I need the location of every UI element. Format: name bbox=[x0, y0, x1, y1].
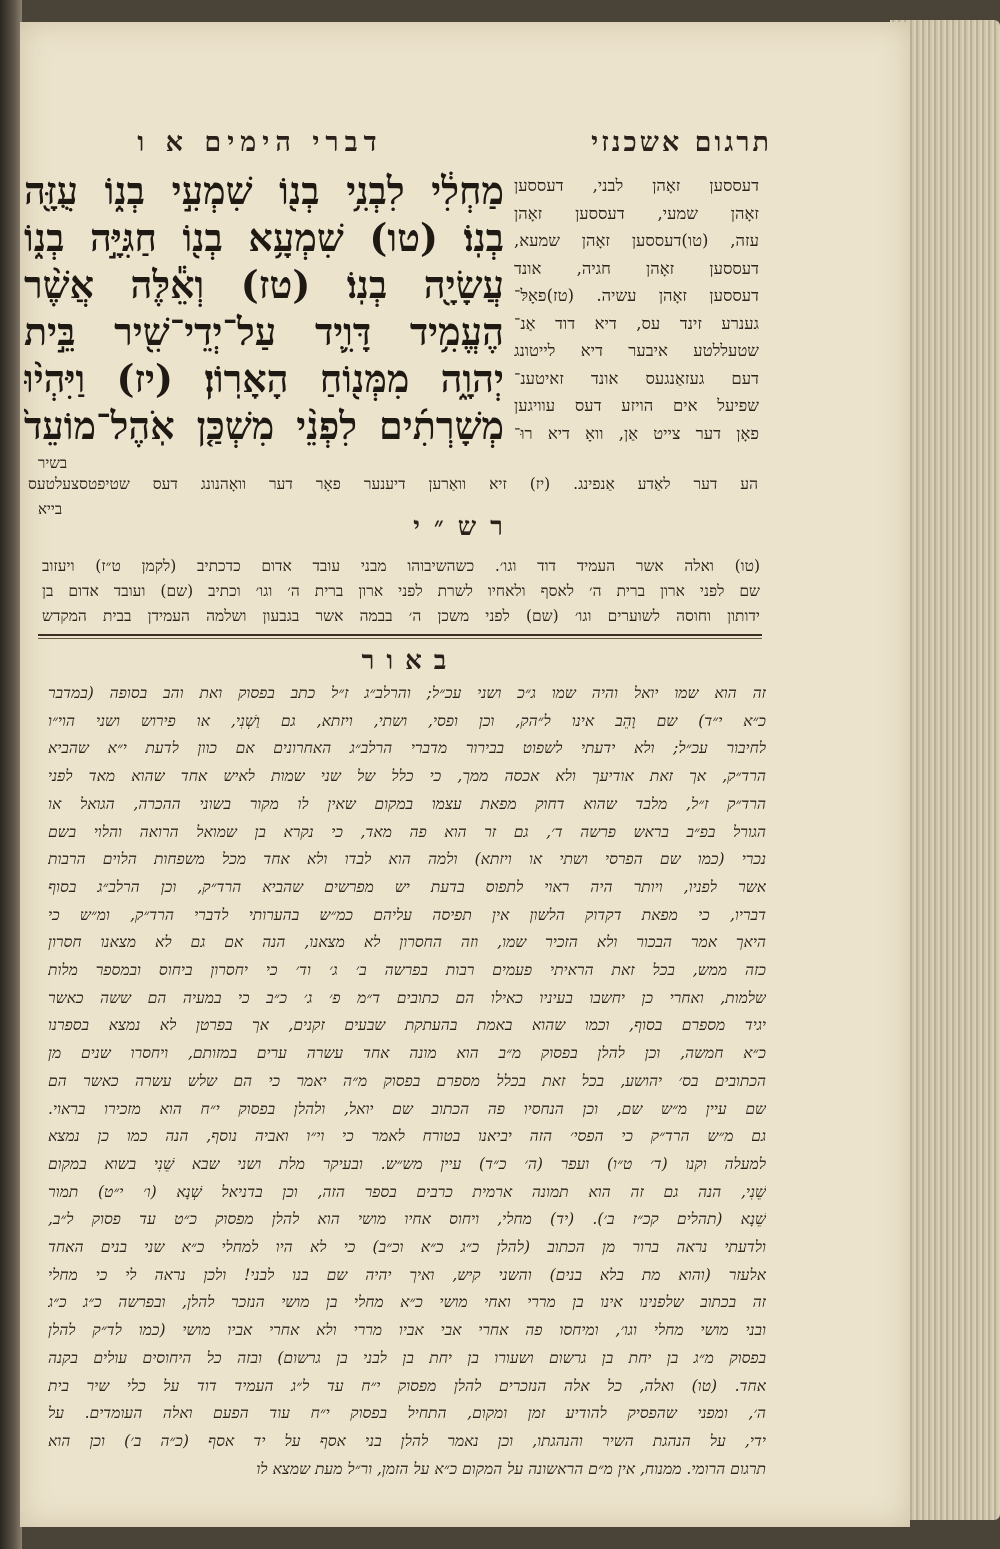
biur-line: היאך אמר הבכור ולא הזכיר שמו, וזה החסרון לא מצאנו, הנה אם גם לא מצאנו חסרון bbox=[48, 933, 766, 952]
translation-title: תרגום אשכנזי bbox=[591, 127, 772, 158]
biur-line: לחיבור עכ״ל; ולא ידעתי לשפוט בבירור מדברי הרלב״ג האחרונים אם כוון לדעת י״א שהביא bbox=[48, 739, 766, 758]
translation-line: פאָן דער צייט אַן, וואָ דיא רוּ־ bbox=[514, 423, 759, 443]
biur-line: הגורל בפ״ב בראש פרשה ד׳, גם זר הוא פה מאד, כי נקרא בן שמואל הרואה והלוי בשם bbox=[48, 822, 766, 841]
book-page bbox=[20, 22, 910, 1527]
biur-line: אחד. (טו) ואלה, כל אלה הנזכרים להלן מפסוק י״ח עד ל״ג העמיד דוד על כלי שיר בית bbox=[48, 1376, 766, 1395]
biur-line: ובני מושי מחלי וגו׳, ומיחסו פה אחרי אבי אביו מררי ולא אחרי אביו מושי (כמו לד״ק להלן bbox=[48, 1321, 766, 1340]
biur-line: גם מ״ש הרד״ק כי הפסי׳ הזה יביאנו בטורח לאמר כי וי״ו ואביה נוסף, הנה כמו כן נמצא bbox=[48, 1127, 766, 1146]
translation-line: דעם געזאַנגעס אונד זאיטענ־ bbox=[514, 368, 759, 388]
biur-line: תרגום הרומי. ממנוח, אין מ״ם הראשונה על המקום כ״א על הזמן, ור״ל מעת שמצא לו bbox=[256, 1459, 766, 1478]
biur-line: זה הוא שמו יואל והיה שמו ג״כ ושני עכ״ל; והרלב״ג ז״ל כתב בפסוק ואת והב בסופה (במדבר bbox=[48, 684, 766, 702]
biur-line: שלמות, ואחרי כן יחשבו בעיניו כאילו הם כתובים ד״מ פ׳ ג׳ כ״ב כי במעיה הם ששה כאשר bbox=[48, 988, 766, 1007]
book-spine bbox=[0, 0, 22, 1549]
rashi-line: (טו) ואלה אשר העמיד דוד וגו׳. כשהשיבוהו מבני עובד אדום כדכתיב (לקמן ט״ז) ויעזוב bbox=[42, 557, 760, 575]
biur-line: כ״א חמשה, וכן להלן בפסוק מ״ב הוא מונה אחד עשרה ערים במזותם, ויחסרו שנים מן bbox=[48, 1044, 766, 1063]
biur-title: באור bbox=[361, 646, 459, 676]
translation-column bbox=[514, 172, 759, 447]
biur-line: דבריו, כי מפאת דקדוק הלשון אין תפיסה עליהם כמ״ש בהערותי לדברי הרד״ק, ומ״ש כי bbox=[48, 905, 766, 924]
verse-line: בְנֽוֹ׃ (טו) שִׁמְעָ֥א בְנ֖וֹ חַגִּיָּ֣ה בְנ֑וֹ bbox=[24, 215, 504, 260]
biur-line: אלעזר (והוא מת בלא בנים) והשני קיש, ואיך יהיה שם בנו לבני! ולכן נראה לי כי מחלי bbox=[48, 1265, 766, 1284]
biur-line: אשר לפניו, ויותר היה ראוי לתפוס בדעת יש מפרשים שהביא הרד״ק, וכן הרלב״ג בסוף bbox=[48, 877, 766, 896]
translation-line: דעססען זאָהן חגיה, אונד bbox=[514, 258, 759, 278]
side-note: בשיר bbox=[38, 454, 68, 472]
biur-line: ה׳, ומפני שהפסיק להודיע זמן ומקום, התחיל בפסוק י״ח עוד הפעם ואלה העומדים. על bbox=[48, 1404, 766, 1423]
rashi-commentary bbox=[42, 554, 760, 629]
translation-line: הע דער לאַדע אַנפינג. (יז) זיא וואַרען דיענער פאָר דער וואָהנונג דעס שטיפטסצעלטעס bbox=[28, 475, 758, 493]
rashi-line: שם לפני ארון ברית ה׳ לאסף ולאחיו לשרת לפני ארון ברית ה׳ וגו׳ וכתיב (שם) ועובד אדום בן bbox=[42, 582, 760, 600]
book-title: דברי הימים א ו bbox=[137, 127, 383, 158]
biur-line: כזה ממש, בכל זאת הראיתי פעמים רבות בפרשה ב׳ ג׳ וד׳ כי יחסרון ביחוס ובמספר מלות bbox=[48, 961, 766, 980]
rashi-line: ידותון וחוסה לשוערים וגו׳ (שם) לפני משכן ה׳ בבמה אשר בגבעון ושלמה העמידן בבית המקדש bbox=[42, 607, 760, 625]
translation-continuation bbox=[28, 472, 758, 496]
biur-line: שם עיין מ״ש שם, וכן הנחסיו פה הכתוב שם יואל, ולהלן בפסוק י״ח הוא מזכירו בראוי. bbox=[48, 1099, 766, 1118]
biur-line: יגיד מספרם בסוף, וכמו שהוא באמת בהעתקת שבעים זקנים, אך בפרטן לא נמצא בספרנו bbox=[48, 1016, 766, 1035]
verse-line: מְשָׁרְתִ֜ים לִפְנֵ֨י מִשְׁכַּ֤ן אֹֽהֶל־מוֹעֵד֙ bbox=[24, 403, 504, 448]
verse-line: מַחְלִ֔י לִבְנִ֥י בְנ֖וֹ שִׁמְעִ֣י בְנ֑וֹ עֻזָּ֖ה bbox=[24, 168, 504, 213]
biur-line: שֵׁנִי, הנה גם זה הוא תמונה ארמית כרבים בספר הזה, וכן בדניאל שְׁנָא (ו׳ י״ט) תמור bbox=[48, 1182, 766, 1201]
section-divider bbox=[38, 638, 762, 639]
biur-line: הכתובים בס׳ יהושע, בכל זאת בכלל מספרם בפסוק מ״ה יאמר כי הם שלש עשרה כאשר הם bbox=[48, 1071, 766, 1090]
biur-line: הרד״ק, אך זאת אודיעך ולא אכסה ממך, כי כלל של שני שמות לאיש אחד שהוא מאד לפני bbox=[48, 767, 766, 786]
translation-line: שטעללטע איבער דיא לייטונג bbox=[514, 341, 759, 360]
biur-commentary bbox=[48, 680, 766, 1483]
biur-line: שֵׁנָא (תהלים קכ״ז ב׳). (יד) מחלי, ויחוס אחיו מושי הוא להלן מפסוק כ״ט עד פסוק ל״ב, bbox=[48, 1210, 766, 1229]
biur-line: בפסוק מ״ג בן יחת בן גרשום ושעורו בן יחת בן לבני בן גרשום) ובזה כל היחוסים עולים בקנה bbox=[48, 1348, 766, 1367]
verse-line: הֶעֱמִ֥יד דָּוִ֛יד עַל־יְדֵי־שִׁ֖יר בֵּ֣ית bbox=[24, 309, 504, 354]
translation-line: שפיעל אים הויזע דעס עוויגען bbox=[514, 396, 759, 415]
side-note: בייא bbox=[38, 500, 63, 518]
biur-line: הרד״ק ז״ל, מלבד שהוא דחוק מפאת עצמו במקום שאין לו מקור בשוני ההכרה, הגואל או bbox=[48, 794, 766, 813]
biur-line: ידי, על הנהגת השיר והנהגתו, וכן נאמר להלן בני אסף על יד אסף (כ״ה ב׳) וכן הוא bbox=[48, 1431, 766, 1450]
translation-line: עזה, (טו)דעססען זאָהן שמעא, bbox=[514, 231, 759, 250]
rashi-title: רש״י bbox=[413, 512, 517, 542]
section-divider bbox=[38, 634, 762, 636]
translation-line: זאָהן שמעי, דעססען זאָהן bbox=[514, 203, 759, 223]
biur-line: נכרי (כמו שם הפרסי ושתי או ויזתא) ולמה הוא לבדו ולא אחד מכל משפחות הלוים הרבות bbox=[48, 850, 766, 869]
verse-line: עֲשָׂיָ֖ה בְנֽוֹ׃ (טז) וְאֵ֕לֶּה אֲשֶׁ֨ר bbox=[24, 262, 504, 307]
biur-line: זה בכתוב שלפנינו אינו בן מררי ואחי מושי כ״א מחלי בן מושי הנזכר להלן, ובפרשה כ״ג כ״ג bbox=[48, 1293, 766, 1312]
verse-line: יְהוָ֑ה מִמְּנ֖וֹחַ הָאָרֽוֹן׃ (יז) וַיִּהְי֨וּ bbox=[24, 356, 504, 401]
biur-line: ולדעתי נראה ברור מן הכתוב (להלן כ״ג כ״א וכ״ב) כי לא היו למחלי כ״א שני בנים האחד bbox=[48, 1238, 766, 1257]
verse-column bbox=[24, 167, 504, 449]
translation-line: דעססען זאָהן עשיה. (טז)פאָלּ־ bbox=[514, 286, 759, 305]
translation-line: דעססען זאָהן לבני, דעססען bbox=[514, 176, 759, 195]
biur-line: כ״א י״ד) שם וָהֵב אינו ל״הק, וכן ופסי, ושתי, ויזתא, גם וַשְׁנִי, או פירוש ושני הוי״ו bbox=[48, 711, 766, 730]
translation-line: גענרע זינד עס, דיא דוד אַנ־ bbox=[514, 313, 759, 333]
biur-line: למעלה וקנו (ד׳ ט״ו) ועפר (ה׳ כ״ד) עיין מש״ש. ובעיקר מלת ושני שבא שֵׁנִי בשוא במקום bbox=[48, 1154, 766, 1173]
